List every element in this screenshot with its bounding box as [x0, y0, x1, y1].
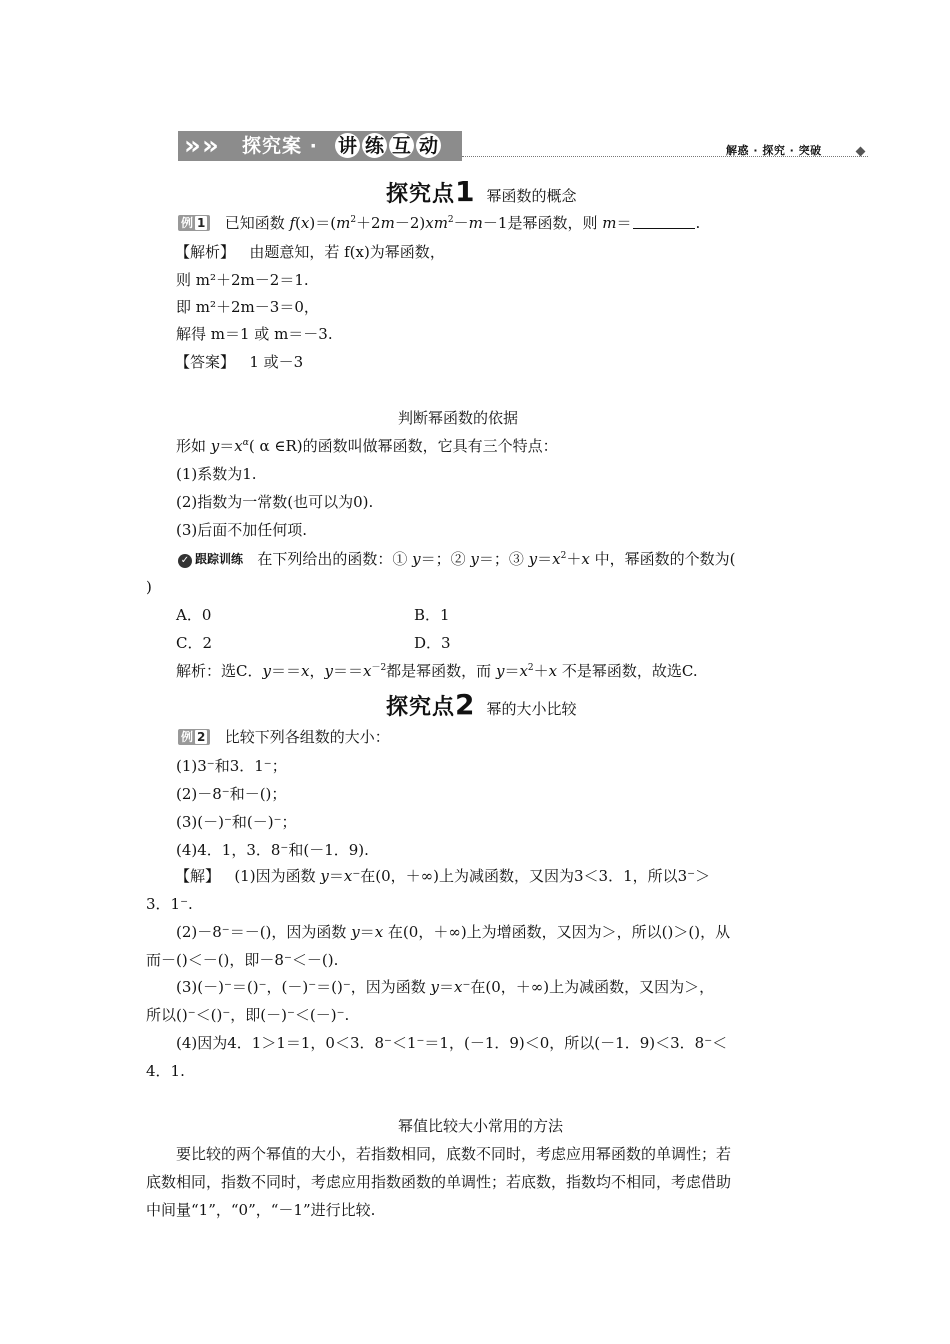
note-1-title: 判断幂函数的依据: [398, 409, 519, 427]
solution-part-2-cont: 而－()＜－()，即－8⁻＜－().: [146, 951, 339, 969]
section-2-title: 探究点2 幂的大小比较: [386, 688, 577, 721]
banner-title: 探究案 ·: [242, 135, 318, 157]
double-chevron-icon: »: [184, 131, 201, 161]
option-d: D．3: [414, 634, 451, 652]
header-right-text: 解惑 · 探究 · 突破: [726, 144, 822, 157]
banner-subtitle: 讲 练 互 动: [335, 133, 443, 159]
compare-item-4: (4)4．1，3．8⁻和(－1．9).: [176, 841, 369, 859]
header-banner: [178, 131, 462, 161]
note-1-point-1: (1)系数为1.: [176, 465, 257, 483]
solution-part-4-cont: 4．1.: [146, 1062, 185, 1080]
note-1-intro: 形如 $y=x^\alpha$( α ∈R)的函数叫做幂函数，它具有三个特点：: [176, 437, 558, 455]
example-1-question: 例 1 已知函数 $f(x)=(m^2+2m-2)xm^2-m-1$是幂函数，则 m＝ .: [178, 213, 700, 233]
option-c: C．2: [176, 634, 213, 652]
note-1-point-3: (3)后面不加任何项.: [176, 521, 308, 539]
double-chevron-icon: »: [202, 131, 219, 161]
note-2-title: 幂值比较大小常用的方法: [398, 1117, 564, 1135]
solution-part-1: 【解】 (1)因为函数 y＝x⁻在(0，＋∞)上为减函数，又因为3＜3．1，所以3⁻＞: [175, 867, 711, 885]
jiexi-line: 【解析】 由题意知，若 f(x)为幂函数，: [175, 243, 445, 261]
note-1-point-2: (2)指数为一常数(也可以为0).: [176, 493, 374, 511]
option-b: B．1: [414, 606, 450, 624]
practice-solution: 解析：选C．y＝＝x，$y==x^{-2}$都是幂函数，而 $y=x^2+x$ 不是幂函数，故选C.: [176, 662, 698, 680]
compare-item-2: (2)－8⁻和－()；: [176, 785, 287, 803]
solution-part-1-cont: 3．1⁻.: [146, 895, 193, 913]
note-2-line-2: 底数相同，指数不同时，考虑应用指数函数的单调性；若底数，指数均不相同，考虑借助: [146, 1173, 732, 1191]
answer-line: 【答案】 1 或－3: [175, 353, 304, 371]
solution-line-3: 即 m²＋2m－3＝0，: [176, 298, 319, 316]
practice-question-close: ): [146, 578, 152, 596]
section-1-title: 探究点1 幂函数的概念: [386, 175, 577, 208]
solution-part-2: (2)－8⁻＝－()，因为函数 y＝x 在(0，＋∞)上为增函数，又因为＞，所以()＞()，从: [176, 923, 731, 941]
example-tag: 例 1: [178, 215, 210, 231]
solution-part-3: (3)(－)⁻＝()⁻，(－)⁻＝()⁻，因为函数 y＝x⁻在(0，＋∞)上为减函数，又因为＞，: [176, 978, 715, 996]
practice-question: ✓ 跟踪训练 在下列给出的函数：① y＝；② y＝；③ $y=x^2+x$ 中，幂函数的个数为(: [178, 549, 735, 569]
example-tag: 例 2: [178, 729, 210, 745]
solution-line-4: 解得 m＝1 或 m＝－3.: [176, 325, 333, 343]
compare-item-1: (1)3⁻和3．1⁻；: [176, 757, 287, 775]
solution-part-3-cont: 所以()⁻＜()⁻，即(－)⁻＜(－)⁻.: [146, 1006, 350, 1024]
answer-blank: [633, 215, 695, 229]
note-2-line-1: 要比较的两个幂值的大小，若指数相同，底数不同时，考虑应用幂函数的单调性；若: [176, 1145, 732, 1163]
compare-item-3: (3)(－)⁻和(－)⁻；: [176, 813, 297, 831]
solution-part-4: (4)因为4．1＞1＝1，0＜3．8⁻＜1⁻＝1，(－1．9)＜0，所以(－1．9)＜3．8⁻＜: [176, 1034, 728, 1052]
option-a: A．0: [176, 606, 212, 624]
solution-line-2: 则 m²＋2m－2＝1.: [176, 271, 309, 289]
check-icon: ✓: [178, 554, 192, 568]
note-2-line-3: 中间量“1”，“0”，“－1”进行比较.: [146, 1201, 376, 1219]
example-2-question: 例 2 比较下列各组数的大小：: [178, 727, 390, 747]
diamond-icon: [856, 147, 866, 157]
practice-tag: ✓ 跟踪训练: [178, 551, 243, 568]
